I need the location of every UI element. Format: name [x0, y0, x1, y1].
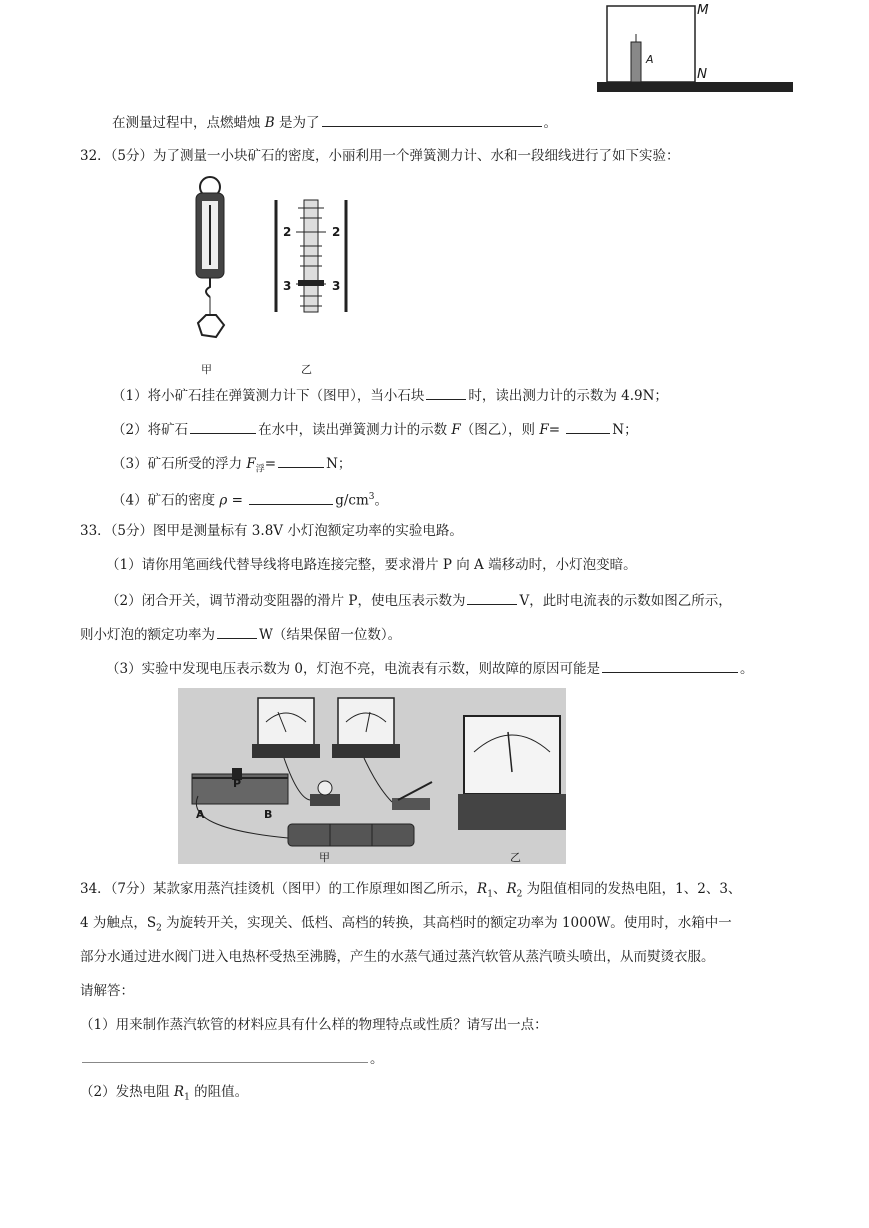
spring-scale-figure — [180, 175, 240, 355]
circuit-label-p: P — [233, 777, 242, 790]
label-m: M — [697, 2, 709, 18]
scale-mark-3-left: 3 — [283, 279, 292, 293]
label-a: A — [646, 53, 654, 66]
q32-stem: 32．（5分）为了测量一小块矿石的密度，小丽利用一个弹簧测力计、水和一段细线进行了如下实验： — [80, 148, 680, 164]
q34-line-4: 请解答： — [80, 983, 134, 999]
fig-jia-label: 甲 — [201, 363, 212, 376]
q33-item-1: （1）请你用笔画线代替导线将电路连接完整，要求滑片 P 向 A 端移动时，小灯泡变暗。 — [106, 557, 637, 573]
q33-item-2-cont: 则小灯泡的额定功率为 W（结果保留一位数）。 — [80, 624, 401, 645]
scale-mark-3-right: 3 — [332, 279, 341, 293]
answer-blank[interactable] — [217, 624, 257, 639]
q31-tail-line: 在测量过程中，点燃蜡烛 B 是为了 。 — [112, 112, 557, 133]
q34-sub-2: （2）发热电阻 $R_1$ 的阻值。 — [80, 1084, 249, 1103]
q34-line-3: 部分水通过进水阀门进入电热杯受热至沸腾，产生的水蒸气通过蒸汽软管从蒸汽喷头喷出，从而熨烫衣服。 — [80, 949, 715, 965]
answer-blank[interactable] — [190, 419, 256, 434]
scale-mark-2-right: 2 — [332, 225, 341, 239]
photo-jia-label: 甲 — [319, 851, 330, 864]
ammeter-icon — [332, 698, 400, 758]
q34-line-2: 4 为触点，$S_2$ 为旋转开关，实现关、低档、高档的转换，其高档时的额定功率为 1000W。使用时，水箱中一 — [80, 915, 732, 934]
q34-sub-1-answer: 。 — [80, 1048, 384, 1069]
q32-item-4: （4）矿石的密度 $\rho = g/cm^3$。 — [112, 487, 388, 511]
answer-blank[interactable] — [467, 590, 517, 605]
fig-yi-label: 乙 — [301, 363, 312, 376]
photo-yi-label: 乙 — [510, 851, 521, 864]
q33-stem: 33．（5分）图甲是测量标有 3.8V 小灯泡额定功率的实验电路。 — [80, 523, 463, 539]
answer-blank[interactable] — [278, 453, 324, 468]
battery-icon — [288, 824, 414, 846]
q34-sub-1: （1）用来制作蒸汽软管的材料应具有什么样的物理特点或性质？请写出一点： — [80, 1017, 548, 1033]
answer-blank[interactable] — [566, 419, 610, 434]
answer-blank[interactable] — [82, 1048, 368, 1063]
q32-item-2: （2）将矿石 在水中，读出弹簧测力计的示数 F（图乙），则 F= N； — [112, 419, 638, 440]
circuit-label-b: B — [264, 808, 273, 821]
q32-item-1: （1）将小矿石挂在弹簧测力计下（图甲），当小石块 时，读出测力计的示数为 4.9N； — [112, 385, 668, 406]
q33-item-2: （2）闭合开关，调节滑动变阻器的滑片 P，使电压表示数为 V，此时电流表的示数如图乙所示， — [106, 590, 732, 611]
q33-item-3: （3）实验中发现电压表示数为 0，灯泡不亮，电流表有示数，则故障的原因可能是 。 — [106, 658, 753, 679]
answer-blank[interactable] — [426, 385, 466, 400]
answer-blank[interactable] — [602, 658, 738, 673]
q32-item-3: （3）矿石所受的浮力 $F_浮= N$； — [112, 453, 351, 480]
label-n: N — [697, 66, 708, 82]
q34-line-1: 34．（7分）某款家用蒸汽挂烫机（图甲）的工作原理如图乙所示，$R_1$、$R_2$ 为阻值相同的发热电阻，1、2、3、 — [80, 881, 742, 900]
top-experiment-figure — [595, 0, 795, 100]
voltmeter-icon — [252, 698, 320, 758]
answer-blank[interactable] — [322, 112, 542, 127]
scale-mark-2-left: 2 — [283, 225, 292, 239]
answer-blank[interactable] — [249, 490, 333, 505]
scale-close-up-figure — [268, 198, 354, 316]
ammeter-close-up-icon — [458, 716, 566, 830]
circuit-label-a: A — [196, 808, 205, 821]
